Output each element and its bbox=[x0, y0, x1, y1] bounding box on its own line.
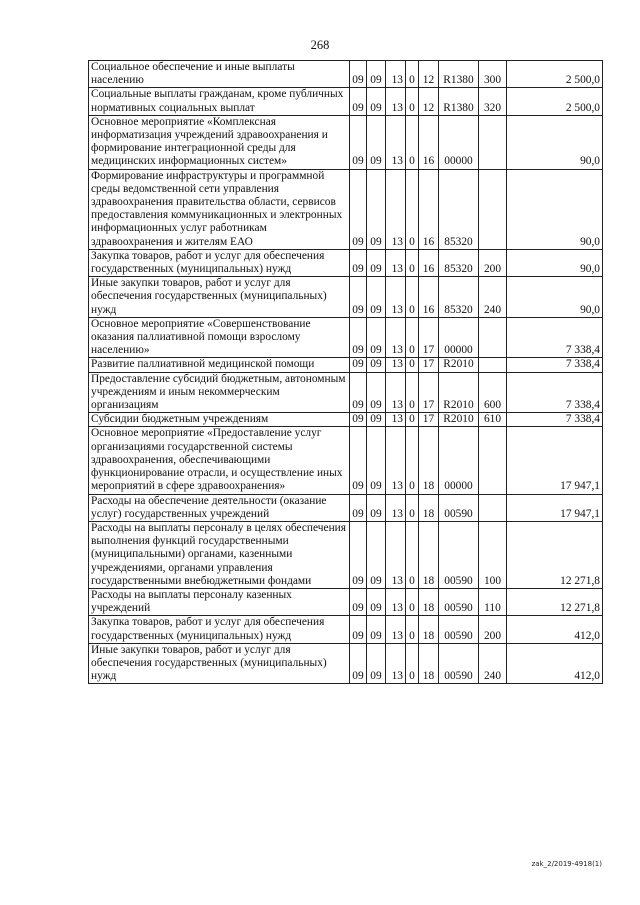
expense-type-code: 320 bbox=[479, 88, 507, 115]
direction-code: R1380 bbox=[439, 88, 479, 115]
program-code: 13 bbox=[386, 521, 406, 588]
event-code: 18 bbox=[419, 494, 439, 521]
expense-name: Основное мероприятие «Совершенствование оказания паллиативной помощи взрослому населению» bbox=[89, 317, 350, 358]
expense-name: Закупка товаров, работ и услуг для обеспечения государственных (муниципальных) нужд bbox=[89, 616, 350, 643]
event-code: 18 bbox=[419, 521, 439, 588]
table-row bbox=[89, 61, 603, 88]
subprogram-code: 0 bbox=[406, 643, 419, 684]
amount-value: 7 338,4 bbox=[507, 413, 603, 427]
expense-name: Субсидии бюджетным учреждениям bbox=[89, 413, 350, 427]
direction-code: 00590 bbox=[439, 521, 479, 588]
subprogram-code: 0 bbox=[406, 317, 419, 358]
table-row bbox=[89, 494, 603, 521]
expense-name: Расходы на выплаты персоналу в целях обеспечения выполнения функций государственными (муниципальными) органами, казенными учреждениями, органами управления государственными внебюджетными фондами bbox=[89, 521, 350, 588]
amount-value: 90,0 bbox=[507, 169, 603, 249]
ministry-code: 09 bbox=[350, 277, 367, 318]
direction-code: R2010 bbox=[439, 358, 479, 372]
event-code: 16 bbox=[419, 277, 439, 318]
direction-code: 00000 bbox=[439, 427, 479, 494]
amount-value: 90,0 bbox=[507, 277, 603, 318]
event-code: 17 bbox=[419, 413, 439, 427]
direction-code: 00590 bbox=[439, 643, 479, 684]
table-row bbox=[89, 427, 603, 494]
direction-code: 00590 bbox=[439, 494, 479, 521]
ministry-code: 09 bbox=[350, 169, 367, 249]
expense-type-code: 240 bbox=[479, 277, 507, 318]
ministry-code: 09 bbox=[350, 413, 367, 427]
amount-value: 412,0 bbox=[507, 616, 603, 643]
ministry-code: 09 bbox=[350, 494, 367, 521]
program-code: 13 bbox=[386, 169, 406, 249]
ministry-code: 09 bbox=[350, 427, 367, 494]
direction-code: 85320 bbox=[439, 277, 479, 318]
event-code: 16 bbox=[419, 249, 439, 276]
expense-type-code bbox=[479, 494, 507, 521]
table-row bbox=[89, 521, 603, 588]
ministry-code: 09 bbox=[350, 616, 367, 643]
expense-name: Расходы на выплаты персоналу казенных учреждений bbox=[89, 588, 350, 615]
ministry-code: 09 bbox=[350, 372, 367, 413]
section-code: 09 bbox=[367, 643, 386, 684]
table-row bbox=[89, 413, 603, 427]
amount-value: 12 271,8 bbox=[507, 588, 603, 615]
section-code: 09 bbox=[367, 61, 386, 88]
subprogram-code: 0 bbox=[406, 169, 419, 249]
program-code: 13 bbox=[386, 115, 406, 169]
program-code: 13 bbox=[386, 358, 406, 372]
event-code: 16 bbox=[419, 115, 439, 169]
subprogram-code: 0 bbox=[406, 494, 419, 521]
program-code: 13 bbox=[386, 643, 406, 684]
ministry-code: 09 bbox=[350, 521, 367, 588]
program-code: 13 bbox=[386, 317, 406, 358]
expense-type-code bbox=[479, 427, 507, 494]
event-code: 18 bbox=[419, 588, 439, 615]
expense-name: Развитие паллиативной медицинской помощи bbox=[89, 358, 350, 372]
program-code: 13 bbox=[386, 616, 406, 643]
direction-code: 00590 bbox=[439, 616, 479, 643]
ministry-code: 09 bbox=[350, 643, 367, 684]
subprogram-code: 0 bbox=[406, 115, 419, 169]
amount-value: 17 947,1 bbox=[507, 494, 603, 521]
table-row bbox=[89, 249, 603, 276]
ministry-code: 09 bbox=[350, 317, 367, 358]
expense-type-code: 240 bbox=[479, 643, 507, 684]
document-code: zak_2/2019-4918(1) bbox=[531, 860, 602, 868]
expense-name: Расходы на обеспечение деятельности (оказание услуг) государственных учреждений bbox=[89, 494, 350, 521]
section-code: 09 bbox=[367, 88, 386, 115]
event-code: 17 bbox=[419, 317, 439, 358]
amount-value: 412,0 bbox=[507, 643, 603, 684]
subprogram-code: 0 bbox=[406, 413, 419, 427]
program-code: 13 bbox=[386, 372, 406, 413]
subprogram-code: 0 bbox=[406, 249, 419, 276]
subprogram-code: 0 bbox=[406, 88, 419, 115]
expense-name: Иные закупки товаров, работ и услуг для обеспечения государственных (муниципальных) нужд bbox=[89, 643, 350, 684]
program-code: 13 bbox=[386, 427, 406, 494]
page-number: 268 bbox=[310, 38, 330, 52]
event-code: 17 bbox=[419, 358, 439, 372]
subprogram-code: 0 bbox=[406, 588, 419, 615]
expense-name: Иные закупки товаров, работ и услуг для обеспечения государственных (муниципальных) нужд bbox=[89, 277, 350, 318]
program-code: 13 bbox=[386, 588, 406, 615]
program-code: 13 bbox=[386, 249, 406, 276]
expense-type-code: 610 bbox=[479, 413, 507, 427]
amount-value: 17 947,1 bbox=[507, 427, 603, 494]
amount-value: 90,0 bbox=[507, 115, 603, 169]
event-code: 17 bbox=[419, 372, 439, 413]
subprogram-code: 0 bbox=[406, 521, 419, 588]
expense-type-code: 300 bbox=[479, 61, 507, 88]
section-code: 09 bbox=[367, 413, 386, 427]
ministry-code: 09 bbox=[350, 115, 367, 169]
amount-value: 2 500,0 bbox=[507, 88, 603, 115]
section-code: 09 bbox=[367, 169, 386, 249]
event-code: 18 bbox=[419, 427, 439, 494]
ministry-code: 09 bbox=[350, 588, 367, 615]
expense-name: Основное мероприятие «Предоставление услуг организациями государственной системы здравоохранения, обеспечивающими функционирование отрасли, и осуществление иных мероприятий в сфере здравоохранения» bbox=[89, 427, 350, 494]
expense-type-code: 100 bbox=[479, 521, 507, 588]
table-row bbox=[89, 317, 603, 358]
section-code: 09 bbox=[367, 249, 386, 276]
program-code: 13 bbox=[386, 277, 406, 318]
direction-code: 00590 bbox=[439, 588, 479, 615]
ministry-code: 09 bbox=[350, 88, 367, 115]
section-code: 09 bbox=[367, 317, 386, 358]
expense-name: Социальное обеспечение и иные выплаты населению bbox=[89, 61, 350, 88]
direction-code: R1380 bbox=[439, 61, 479, 88]
table-row bbox=[89, 588, 603, 615]
event-code: 16 bbox=[419, 169, 439, 249]
subprogram-code: 0 bbox=[406, 427, 419, 494]
ministry-code: 09 bbox=[350, 249, 367, 276]
subprogram-code: 0 bbox=[406, 358, 419, 372]
table-row bbox=[89, 169, 603, 249]
amount-value: 2 500,0 bbox=[507, 61, 603, 88]
amount-value: 7 338,4 bbox=[507, 358, 603, 372]
table-row bbox=[89, 115, 603, 169]
event-code: 18 bbox=[419, 643, 439, 684]
section-code: 09 bbox=[367, 588, 386, 615]
amount-value: 7 338,4 bbox=[507, 317, 603, 358]
expense-type-code: 200 bbox=[479, 616, 507, 643]
expense-name: Предоставление субсидий бюджетным, автономным учреждениям и иным некоммерческим организациям bbox=[89, 372, 350, 413]
section-code: 09 bbox=[367, 521, 386, 588]
section-code: 09 bbox=[367, 115, 386, 169]
expense-type-code: 110 bbox=[479, 588, 507, 615]
expense-name: Закупка товаров, работ и услуг для обеспечения государственных (муниципальных) нужд bbox=[89, 249, 350, 276]
ministry-code: 09 bbox=[350, 61, 367, 88]
direction-code: 00000 bbox=[439, 115, 479, 169]
expense-type-code bbox=[479, 317, 507, 358]
section-code: 09 bbox=[367, 372, 386, 413]
program-code: 13 bbox=[386, 494, 406, 521]
expense-type-code: 600 bbox=[479, 372, 507, 413]
direction-code: 85320 bbox=[439, 169, 479, 249]
budget-table-body bbox=[89, 61, 603, 684]
amount-value: 90,0 bbox=[507, 249, 603, 276]
expense-name: Формирование инфраструктуры и программной среды ведомственной сети управления здравоохранения правительства области, сервисов предоставления коммуникационных и электронных информационных услуг работникам здравоохранения и жителям ЕАО bbox=[89, 169, 350, 249]
expense-type-code: 200 bbox=[479, 249, 507, 276]
program-code: 13 bbox=[386, 61, 406, 88]
amount-value: 7 338,4 bbox=[507, 372, 603, 413]
program-code: 13 bbox=[386, 413, 406, 427]
section-code: 09 bbox=[367, 494, 386, 521]
direction-code: 85320 bbox=[439, 249, 479, 276]
program-code: 13 bbox=[386, 88, 406, 115]
expense-name: Основное мероприятие «Комплексная информатизация учреждений здравоохранения и формирование интеграционной среды для медицинских информационных систем» bbox=[89, 115, 350, 169]
table-row bbox=[89, 616, 603, 643]
event-code: 18 bbox=[419, 616, 439, 643]
subprogram-code: 0 bbox=[406, 61, 419, 88]
section-code: 09 bbox=[367, 277, 386, 318]
subprogram-code: 0 bbox=[406, 372, 419, 413]
direction-code: R2010 bbox=[439, 413, 479, 427]
table-row bbox=[89, 372, 603, 413]
amount-value: 12 271,8 bbox=[507, 521, 603, 588]
expense-name: Социальные выплаты гражданам, кроме публичных нормативных социальных выплат bbox=[89, 88, 350, 115]
section-code: 09 bbox=[367, 427, 386, 494]
budget-table bbox=[88, 60, 603, 684]
expense-type-code bbox=[479, 358, 507, 372]
direction-code: 00000 bbox=[439, 317, 479, 358]
subprogram-code: 0 bbox=[406, 616, 419, 643]
subprogram-code: 0 bbox=[406, 277, 419, 318]
expense-type-code bbox=[479, 169, 507, 249]
section-code: 09 bbox=[367, 616, 386, 643]
section-code: 09 bbox=[367, 358, 386, 372]
event-code: 12 bbox=[419, 61, 439, 88]
ministry-code: 09 bbox=[350, 358, 367, 372]
expense-type-code bbox=[479, 115, 507, 169]
table-row bbox=[89, 643, 603, 684]
table-row bbox=[89, 88, 603, 115]
table-row bbox=[89, 358, 603, 372]
direction-code: R2010 bbox=[439, 372, 479, 413]
table-row bbox=[89, 277, 603, 318]
event-code: 12 bbox=[419, 88, 439, 115]
